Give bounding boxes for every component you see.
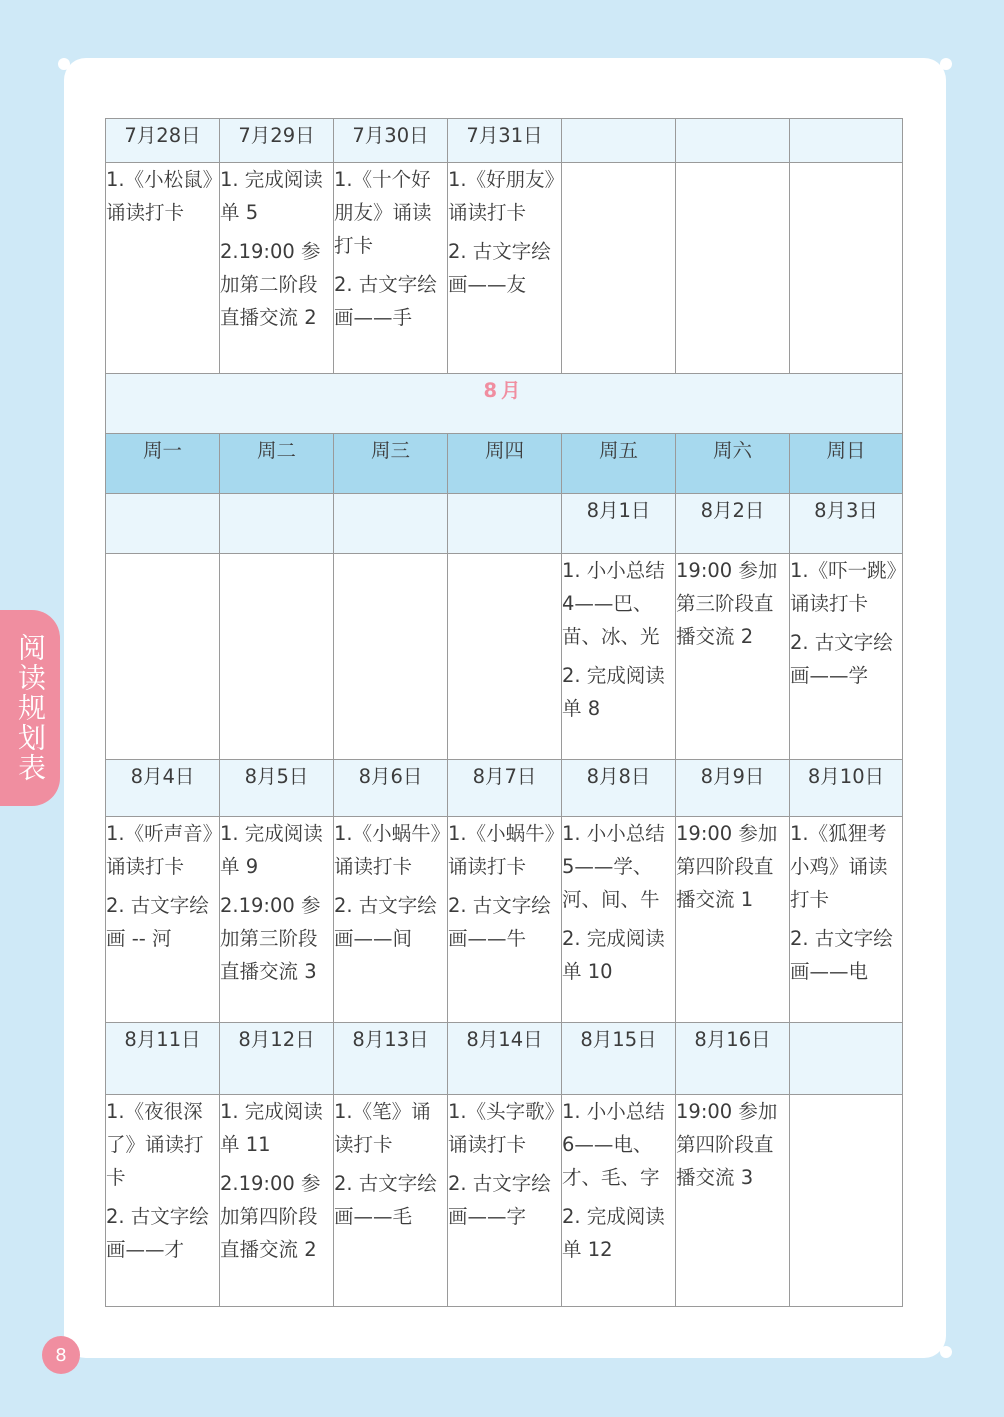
task-item: 1.《好朋友》诵读打卡 [448, 168, 555, 224]
weekday-header: 周四 [448, 434, 562, 494]
task-item: 1. 小小总结 4——巴、苗、冰、光 [562, 559, 665, 648]
task-item: 1.《小松鼠》诵读打卡 [106, 168, 213, 224]
task-item: 1.《头字歌》诵读打卡 [448, 1100, 555, 1156]
date-cell: 8月11日 [106, 1023, 220, 1095]
empty-date-cell [676, 119, 790, 163]
empty-task-cell [790, 163, 903, 374]
task-item: 1.《听声音》诵读打卡 [106, 822, 213, 878]
reading-plan-table [105, 118, 903, 1307]
empty-date-cell [220, 494, 334, 554]
task-item: 1. 完成阅读单 11 [220, 1100, 323, 1156]
task-item: 2. 古文字绘画——学 [790, 631, 893, 687]
task-item: 1. 小小总结 6——电、才、毛、字 [562, 1100, 665, 1189]
task-item: 2. 古文字绘画——间 [334, 894, 437, 950]
task-item: 2. 古文字绘画——才 [106, 1205, 209, 1261]
task-cell [334, 1095, 448, 1307]
date-cell: 8月1日 [562, 494, 676, 554]
content-row [106, 554, 903, 760]
task-item: 1.《小蜗牛》诵读打卡 [448, 822, 555, 878]
date-cell: 8月9日 [676, 760, 790, 817]
weekday-header: 周二 [220, 434, 334, 494]
task-item: 2.19:00 参加第四阶段直播交流 2 [220, 1172, 321, 1261]
task-item: 2.19:00 参加第三阶段直播交流 3 [220, 894, 321, 983]
task-item: 2. 古文字绘画——毛 [334, 1172, 437, 1228]
empty-task-cell [334, 554, 448, 760]
date-cell: 7月30日 [334, 119, 448, 163]
empty-task-cell [448, 554, 562, 760]
empty-task-cell [676, 163, 790, 374]
task-item: 2. 古文字绘画——牛 [448, 894, 551, 950]
task-cell [106, 163, 220, 374]
task-item: 1.《小蜗牛》诵读打卡 [334, 822, 441, 878]
empty-date-cell [790, 1023, 903, 1095]
weekday-header: 周一 [106, 434, 220, 494]
empty-task-cell [220, 554, 334, 760]
date-cell: 8月2日 [676, 494, 790, 554]
task-item: 1. 完成阅读单 5 [220, 168, 323, 224]
task-item: 2. 古文字绘画——字 [448, 1172, 551, 1228]
date-cell: 8月10日 [790, 760, 903, 817]
task-cell [334, 163, 448, 374]
date-row [106, 119, 903, 163]
empty-date-cell [790, 119, 903, 163]
empty-task-cell [106, 554, 220, 760]
page-number: 8 [42, 1336, 80, 1374]
task-item: 1.《夜很深了》诵读打卡 [106, 1100, 204, 1189]
date-cell: 8月14日 [448, 1023, 562, 1095]
task-item: 1.《笔》诵读打卡 [334, 1100, 431, 1156]
task-cell [448, 1095, 562, 1307]
task-item: 1. 小小总结 5——学、河、间、牛 [562, 822, 665, 911]
date-cell: 8月12日 [220, 1023, 334, 1095]
date-cell: 7月28日 [106, 119, 220, 163]
task-item: 2. 古文字绘画 -- 河 [106, 894, 209, 950]
task-cell [562, 1095, 676, 1307]
weekday-header-row [106, 434, 903, 494]
date-cell: 8月4日 [106, 760, 220, 817]
task-cell [676, 817, 790, 1023]
task-item: 2. 古文字绘画——电 [790, 927, 893, 983]
date-cell: 8月13日 [334, 1023, 448, 1095]
empty-date-cell [562, 119, 676, 163]
date-row [106, 494, 903, 554]
task-cell [790, 817, 903, 1023]
task-cell [220, 817, 334, 1023]
side-tab-label: 阅读规划表 [14, 633, 47, 783]
corner-dot [58, 58, 70, 70]
task-cell [790, 554, 903, 760]
date-row [106, 1023, 903, 1095]
content-row [106, 163, 903, 374]
task-cell [334, 817, 448, 1023]
weekday-header: 周三 [334, 434, 448, 494]
task-cell [676, 554, 790, 760]
task-cell [106, 1095, 220, 1307]
task-item: 2. 古文字绘画——友 [448, 240, 551, 296]
task-item: 2.19:00 参加第二阶段直播交流 2 [220, 240, 321, 329]
task-item: 19:00 参加第三阶段直播交流 2 [676, 559, 778, 648]
task-item: 1.《吓一跳》诵读打卡 [790, 559, 897, 615]
empty-date-cell [106, 494, 220, 554]
date-cell: 8月5日 [220, 760, 334, 817]
task-item: 2. 完成阅读单 12 [562, 1205, 665, 1261]
task-item: 19:00 参加第四阶段直播交流 1 [676, 822, 778, 911]
task-cell [106, 817, 220, 1023]
month-title: 8月 [106, 374, 903, 434]
corner-dot [940, 58, 952, 70]
weekday-header: 周六 [676, 434, 790, 494]
task-cell [562, 817, 676, 1023]
task-cell [562, 554, 676, 760]
side-tab [0, 610, 60, 806]
task-item: 2. 完成阅读单 8 [562, 664, 665, 720]
task-item: 2. 古文字绘画——手 [334, 273, 437, 329]
month-row [106, 374, 903, 434]
date-cell: 7月29日 [220, 119, 334, 163]
empty-task-cell [562, 163, 676, 374]
task-cell [448, 163, 562, 374]
content-row [106, 1095, 903, 1307]
empty-task-cell [790, 1095, 903, 1307]
weekday-header: 周日 [790, 434, 903, 494]
content-row [106, 817, 903, 1023]
task-cell [220, 163, 334, 374]
task-cell [676, 1095, 790, 1307]
date-cell: 8月3日 [790, 494, 903, 554]
date-cell: 8月6日 [334, 760, 448, 817]
task-cell [220, 1095, 334, 1307]
task-item: 2. 完成阅读单 10 [562, 927, 665, 983]
date-cell: 7月31日 [448, 119, 562, 163]
task-item: 1.《狐狸考小鸡》诵读打卡 [790, 822, 888, 911]
task-item: 1.《十个好朋友》诵读打卡 [334, 168, 432, 257]
empty-date-cell [448, 494, 562, 554]
corner-dot [940, 1346, 952, 1358]
date-row [106, 760, 903, 817]
task-item: 19:00 参加第四阶段直播交流 3 [676, 1100, 778, 1189]
empty-date-cell [334, 494, 448, 554]
date-cell: 8月15日 [562, 1023, 676, 1095]
date-cell: 8月7日 [448, 760, 562, 817]
date-cell: 8月16日 [676, 1023, 790, 1095]
date-cell: 8月8日 [562, 760, 676, 817]
weekday-header: 周五 [562, 434, 676, 494]
task-cell [448, 817, 562, 1023]
task-item: 1. 完成阅读单 9 [220, 822, 323, 878]
